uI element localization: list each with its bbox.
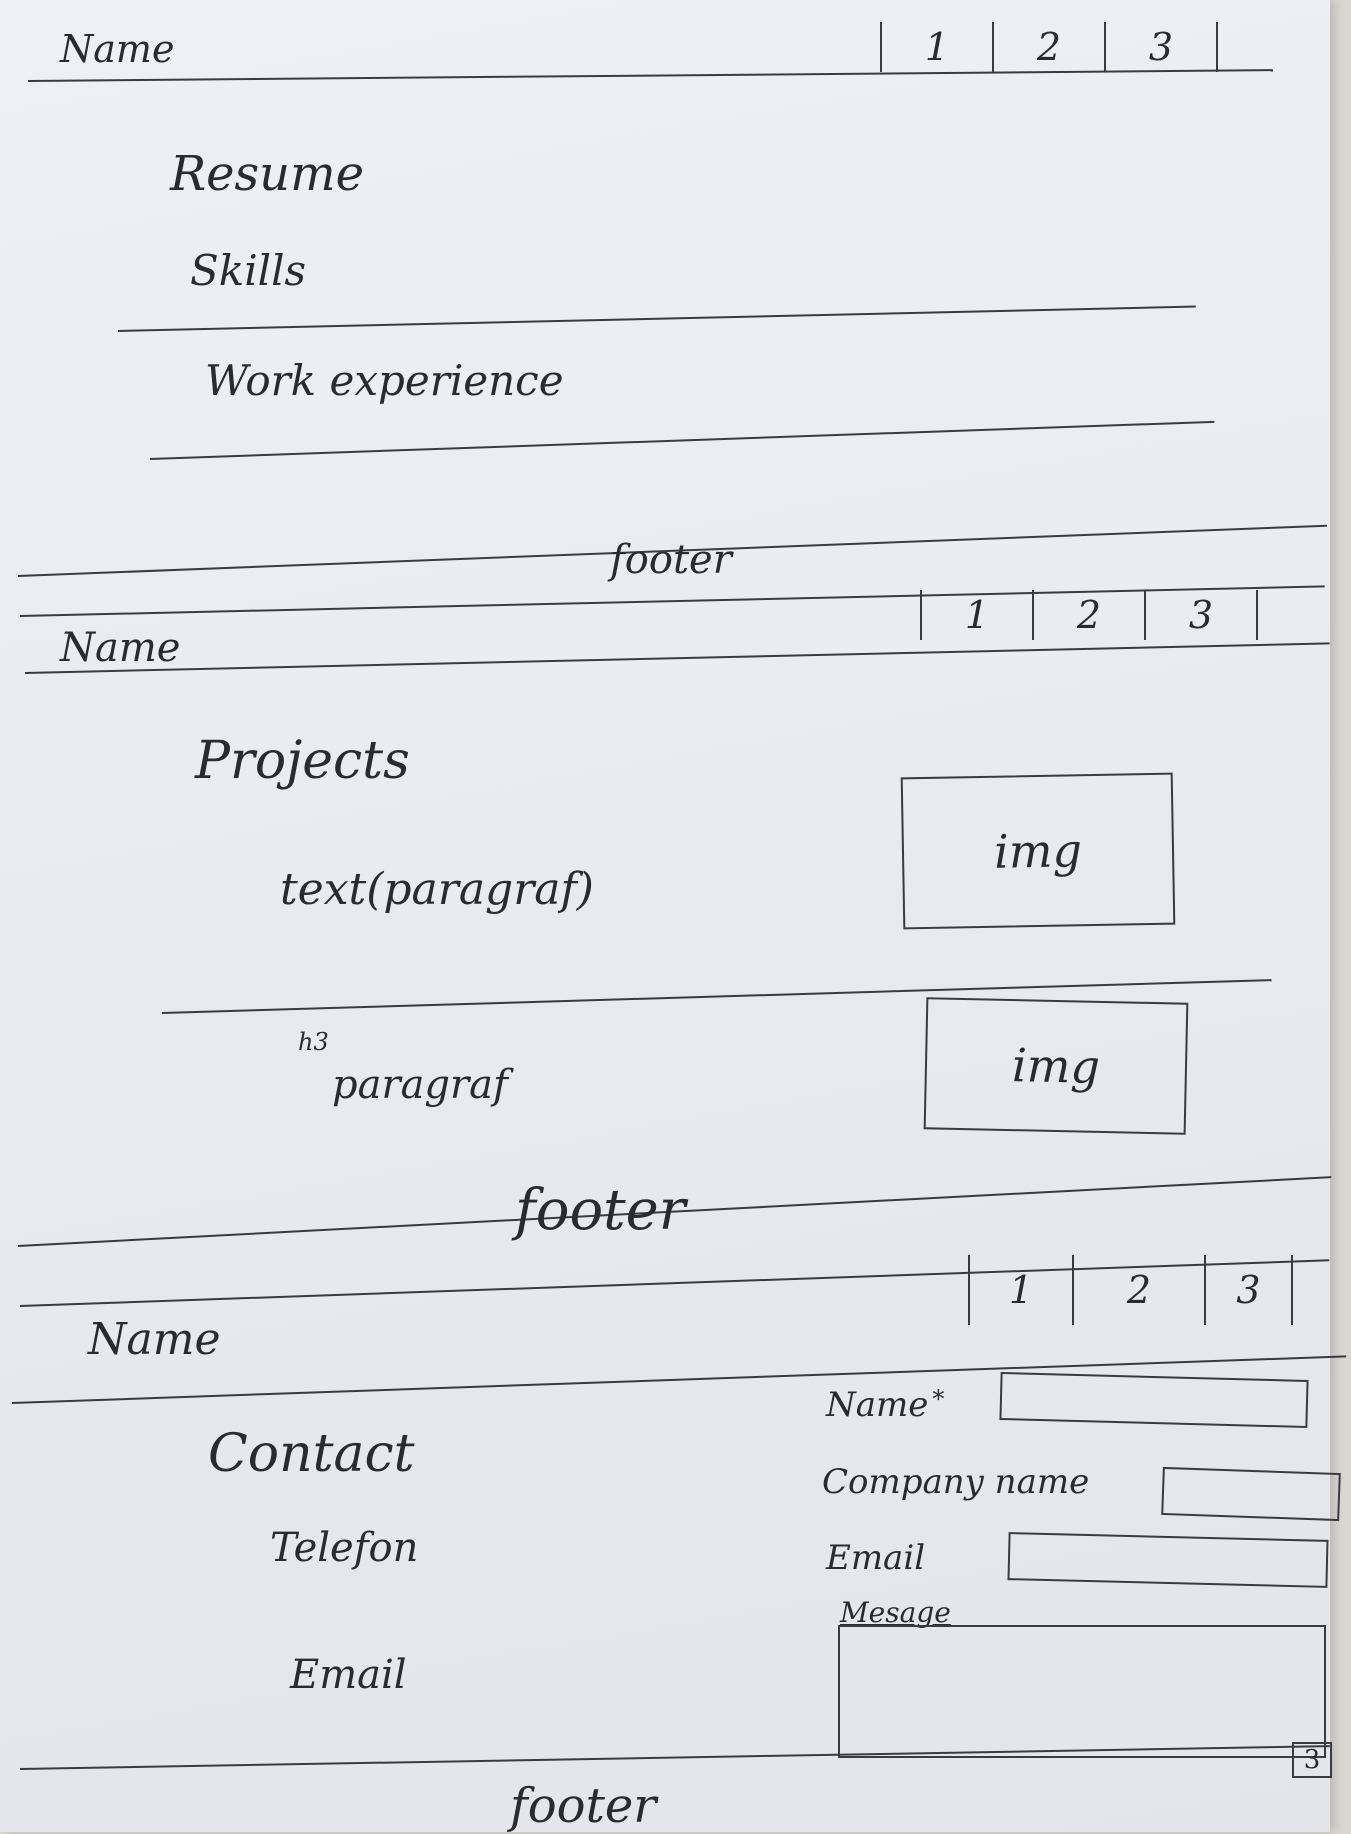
name-input[interactable]: [999, 1372, 1308, 1428]
nav-item-1[interactable]: 1: [920, 590, 1032, 640]
page-number-tag: 3: [1292, 1742, 1332, 1778]
header-divider: [28, 69, 1273, 82]
email-input[interactable]: [1007, 1532, 1328, 1588]
nav-item-3[interactable]: 3: [1204, 1255, 1293, 1325]
header-divider: [25, 642, 1330, 674]
nav-item-1[interactable]: 1: [968, 1255, 1072, 1325]
email-field-label: Email: [826, 1538, 926, 1578]
name-field-label: [826, 1385, 944, 1425]
contact-telefon: Telefon: [270, 1525, 419, 1571]
header-name[interactable]: Name: [60, 625, 181, 671]
header-nav: [920, 590, 1258, 642]
nav-item-2[interactable]: 2: [992, 22, 1104, 72]
required-mark: *: [932, 1385, 945, 1413]
section-divider: [118, 306, 1196, 332]
message-textarea[interactable]: [838, 1625, 1326, 1758]
project-2-image: [924, 997, 1189, 1134]
nav-item-3[interactable]: 3: [1144, 590, 1258, 640]
image-placeholder-label: img: [993, 823, 1083, 879]
company-name-input[interactable]: [1161, 1467, 1341, 1521]
header-nav: [880, 22, 1218, 72]
footer: footer: [610, 537, 732, 583]
contact-heading: Contact: [208, 1424, 415, 1484]
name-field-label-text: Name: [826, 1385, 929, 1425]
resume-heading: Resume: [170, 146, 365, 202]
footer: footer: [515, 1178, 686, 1243]
projects-heading: Projects: [195, 731, 410, 791]
image-placeholder-label: img: [1011, 1038, 1101, 1094]
project-2-heading: h3: [298, 1028, 329, 1056]
message-label: Mesage: [840, 1596, 951, 1629]
section-divider: [150, 421, 1214, 460]
header-nav: [968, 1255, 1293, 1325]
project-1-image: [901, 773, 1176, 930]
skills-section: Skills: [190, 246, 307, 295]
contact-email: Email: [290, 1652, 407, 1698]
company-name-label: Company name: [822, 1462, 1090, 1502]
header-name[interactable]: Name: [88, 1314, 221, 1365]
project-2-text: paragraf: [332, 1062, 508, 1108]
nav-item-1[interactable]: 1: [880, 22, 992, 72]
nav-item-2[interactable]: 2: [1072, 1255, 1204, 1325]
footer: footer: [510, 1778, 657, 1834]
nav-item-3[interactable]: 3: [1104, 22, 1218, 72]
header-name[interactable]: Name: [60, 27, 175, 71]
work-experience-section: Work experience: [205, 356, 564, 405]
project-1-text: text(paragraf): [280, 864, 594, 915]
nav-item-2[interactable]: 2: [1032, 590, 1144, 640]
